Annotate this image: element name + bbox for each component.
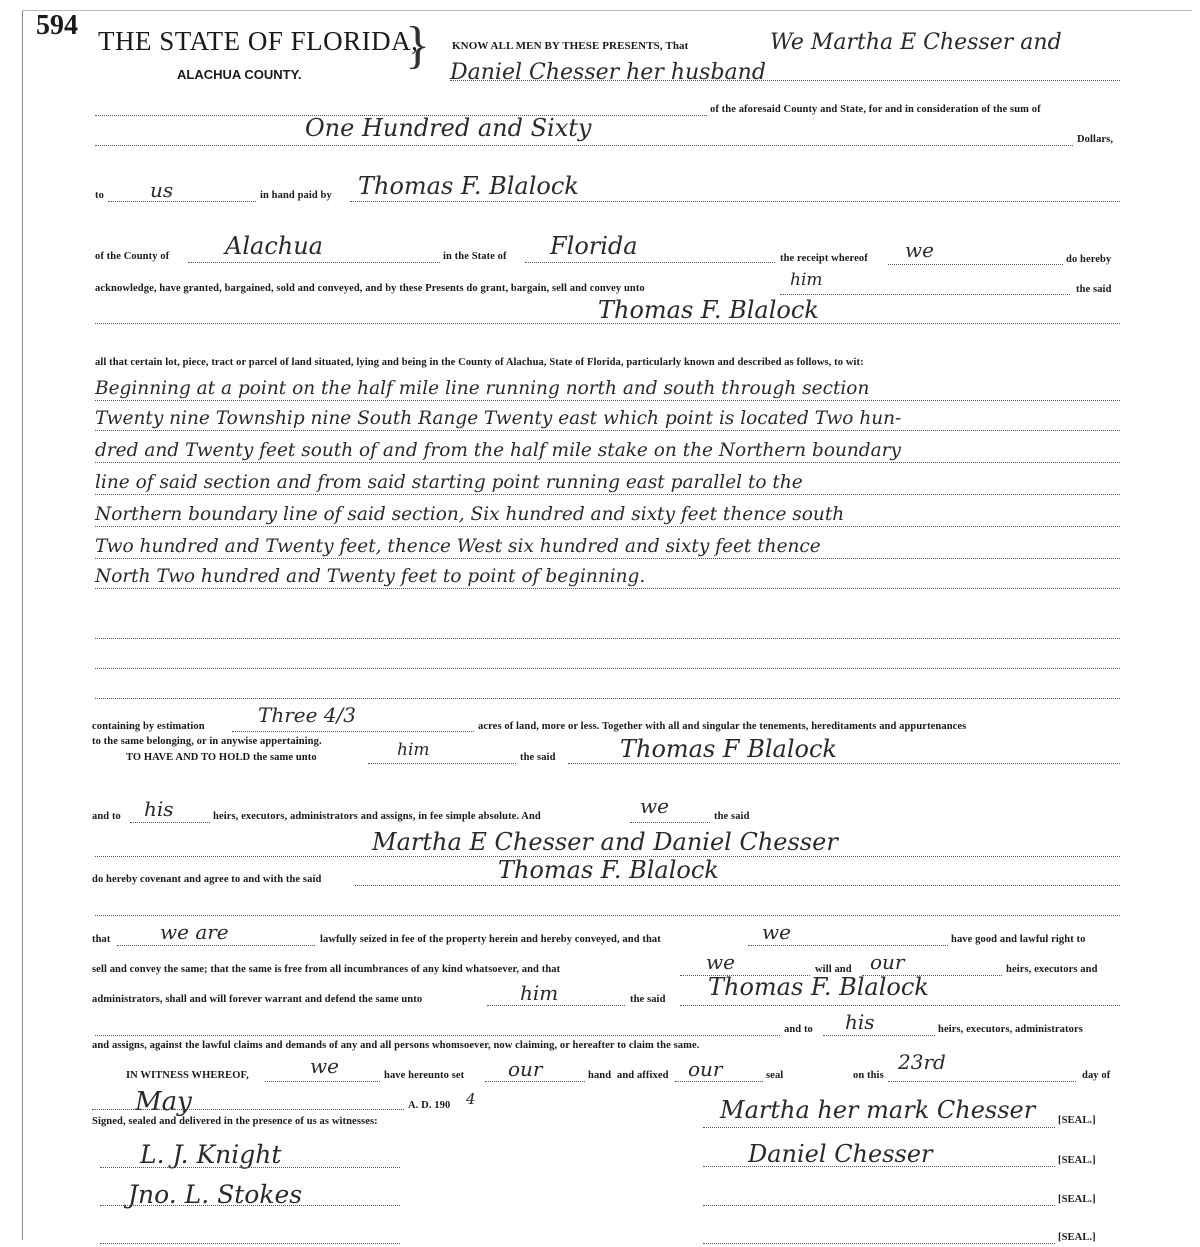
- in-state-text: in the State of: [443, 251, 507, 262]
- rule: [130, 822, 210, 823]
- page-border-top: [22, 10, 1192, 11]
- county-title: ALACHUA COUNTY.: [177, 67, 302, 82]
- and-to-text: and to: [92, 811, 121, 822]
- lawfully-seized-text: lawfully seized in fee of the property herein and hereby conveyed, and that: [320, 934, 661, 945]
- know-all-men: KNOW ALL MEN BY THESE PRESENTS, That: [452, 40, 689, 52]
- heirs-exec-admin-text: heirs, executors, administrators: [938, 1024, 1083, 1035]
- affixed-handwritten: our: [688, 1057, 723, 1081]
- description-line-5: Northern boundary line of said section, Six hundred and sixty feet thence south: [95, 504, 845, 525]
- seal-text: seal: [766, 1070, 784, 1081]
- seal-label-3: [SEAL.]: [1058, 1194, 1096, 1205]
- grantee-handwritten: Thomas F. Blalock: [598, 296, 819, 324]
- rule: [95, 494, 1120, 495]
- description-line-1: Beginning at a point on the half mile line running north and south through section: [95, 378, 870, 399]
- unto-handwritten: him: [790, 270, 823, 290]
- description-line-7: North Two hundred and Twenty feet to point of beginning.: [95, 566, 646, 587]
- signer-1-handwritten: Martha her mark Chesser: [720, 1096, 1036, 1124]
- acres-text: acres of land, more or less. Together with all and singular the tenements, hereditaments and appurtenances: [478, 721, 967, 732]
- will-and-text: will and: [815, 964, 852, 975]
- rule: [92, 1109, 404, 1110]
- rule: [95, 145, 1073, 146]
- rule: [100, 1243, 400, 1244]
- signed-sealed-text: Signed, sealed and delivered in the presence of us as witnesses:: [92, 1116, 378, 1127]
- and-affixed-text: and affixed: [617, 1070, 669, 1081]
- grantors-full-handwritten: Martha E Chesser and Daniel Chesser: [372, 828, 838, 856]
- state-handwritten: Florida: [550, 232, 638, 260]
- rule: [525, 262, 775, 263]
- page-border-left: [22, 10, 23, 1240]
- to-have-text: TO HAVE AND TO HOLD the same unto: [126, 752, 317, 763]
- rule: [568, 763, 1120, 764]
- rule: [95, 430, 1120, 431]
- rule: [703, 1127, 1055, 1128]
- rule: [95, 668, 1120, 669]
- rule: [703, 1243, 1055, 1244]
- rule: [95, 558, 1120, 559]
- covenant-text: do hereby covenant and agree to and with the said: [92, 874, 322, 885]
- rule: [100, 1167, 400, 1168]
- rule: [703, 1205, 1055, 1206]
- the-said-text-4: the said: [630, 994, 666, 1005]
- in-witness-text: IN WITNESS WHEREOF,: [126, 1070, 249, 1081]
- rule: [95, 588, 1120, 589]
- rule: [100, 1205, 400, 1206]
- of-county-text: of the County of: [95, 251, 170, 262]
- witness-1-handwritten: L. J. Knight: [140, 1140, 282, 1169]
- rule: [675, 1081, 763, 1082]
- receipt-handwritten: we: [905, 238, 934, 262]
- administrators-text: administrators, shall and will forever warrant and defend the same unto: [92, 994, 423, 1005]
- rule: [630, 822, 710, 823]
- sell-convey-text: sell and convey the same; that the same is free from all incumbrances of any kind whatsoever, and that: [92, 964, 561, 975]
- and-that2-handwritten: we: [706, 950, 735, 974]
- that-we-are-handwritten: we are: [160, 920, 229, 944]
- to-party: us: [150, 178, 174, 202]
- rule: [350, 201, 1120, 202]
- rule: [188, 262, 440, 263]
- rule: [95, 638, 1120, 639]
- defend-said-handwritten: Thomas F. Blalock: [708, 973, 929, 1001]
- rule: [680, 1005, 1120, 1006]
- to-text: to: [95, 190, 104, 201]
- defend-unto-handwritten: him: [520, 981, 559, 1005]
- brace-glyph: }: [405, 17, 430, 74]
- county-handwritten: Alachua: [225, 232, 323, 260]
- rule: [355, 885, 1120, 886]
- rule: [95, 400, 1120, 401]
- and-to-handwritten: his: [144, 797, 174, 821]
- and-that-handwritten: we: [762, 920, 791, 944]
- seal-label-2: [SEAL.]: [1058, 1155, 1096, 1166]
- the-said-text-3: the said: [714, 811, 750, 822]
- rule: [95, 915, 1120, 916]
- description-line-4: line of said section and from said starting point running east parallel to the: [95, 472, 803, 493]
- description-line-2: Twenty nine Township nine South Range Twenty east which point is located Two hun-: [95, 408, 902, 429]
- rule: [95, 1035, 780, 1036]
- the-said-text-2: the said: [520, 752, 556, 763]
- dollars-text: Dollars,: [1077, 134, 1114, 145]
- in-hand-paid-by: in hand paid by: [260, 190, 332, 201]
- witness-whereof-handwritten: we: [310, 1054, 339, 1078]
- have-said-handwritten: Thomas F Blalock: [620, 735, 837, 763]
- rule: [108, 201, 256, 202]
- rule: [888, 1081, 1076, 1082]
- rule: [95, 698, 1120, 699]
- rule: [95, 462, 1120, 463]
- signer-2-handwritten: Daniel Chesser: [748, 1140, 933, 1168]
- rule: [748, 945, 948, 946]
- description-line-6: Two hundred and Twenty feet, thence West six hundred and sixty feet thence: [95, 536, 821, 557]
- grantors-line1: We Martha E Chesser and: [770, 30, 1062, 55]
- all-that-certain-text: all that certain lot, piece, tract or parcel of land situated, lying and being in the County of Alachua, State of Florida, particularly known and described as follows, to wit:: [95, 357, 864, 368]
- have-unto-handwritten: him: [397, 740, 430, 760]
- page-number: 594: [36, 10, 78, 41]
- rule: [780, 294, 1070, 295]
- witness-2-handwritten: Jno. L. Stokes: [128, 1180, 303, 1209]
- description-line-3: dred and Twenty feet south of and from the half mile stake on the Northern boundary: [95, 440, 901, 461]
- heirs-fee-text: heirs, executors, administrators and assigns, in fee simple absolute. And: [213, 811, 541, 822]
- rule: [265, 1081, 380, 1082]
- rule: [95, 323, 1120, 324]
- have-hereunto-text: have hereunto set: [384, 1070, 465, 1081]
- aforesaid-text: of the aforesaid County and State, for and in consideration of the sum of: [710, 104, 1041, 115]
- covenant-with-handwritten: Thomas F. Blalock: [498, 856, 719, 884]
- and-to-text-2: and to: [784, 1024, 813, 1035]
- rule: [117, 945, 315, 946]
- hand-text: hand: [588, 1070, 612, 1081]
- rule: [450, 80, 1120, 81]
- containing-text: containing by estimation: [92, 721, 205, 732]
- paid-by-name: Thomas F. Blalock: [358, 172, 579, 200]
- rule: [487, 1005, 625, 1006]
- will-and-handwritten: our: [870, 950, 905, 974]
- amount-handwritten: One Hundred and Sixty: [305, 114, 592, 142]
- seal-label-4: [SEAL.]: [1058, 1232, 1096, 1243]
- rule: [823, 1035, 935, 1036]
- acknowledge-text: acknowledge, have granted, bargained, sold and conveyed, and by these Presents do grant, bargain, sell and convey unto: [95, 283, 645, 294]
- day-handwritten: 23rd: [898, 1050, 946, 1074]
- and-who-handwritten: we: [640, 794, 669, 818]
- receipt-text: the receipt whereof: [780, 253, 868, 264]
- rule: [888, 264, 1063, 265]
- seal-label-1: [SEAL.]: [1058, 1115, 1096, 1126]
- rule: [485, 1081, 585, 1082]
- rule: [368, 763, 516, 764]
- day-of-text: day of: [1082, 1070, 1111, 1081]
- acres-handwritten: Three 4/3: [258, 703, 356, 727]
- and-to2-handwritten: his: [845, 1010, 875, 1034]
- state-title: THE STATE OF FLORIDA,: [98, 26, 419, 56]
- month-handwritten: May: [135, 1087, 192, 1117]
- rule: [95, 526, 1120, 527]
- do-hereby-text: do hereby: [1066, 254, 1112, 265]
- that-text: that: [92, 934, 111, 945]
- grantors-line2: Daniel Chesser her husband: [450, 60, 766, 85]
- rule: [703, 1166, 1055, 1167]
- the-said-text: the said: [1076, 284, 1112, 295]
- on-this-text: on this: [853, 1070, 884, 1081]
- to-the-same-text: to the same belonging, or in anywise appertaining.: [92, 736, 322, 747]
- set-handwritten: our: [508, 1057, 543, 1081]
- good-lawful-text: have good and lawful right to: [951, 934, 1086, 945]
- ad-text: A. D. 190: [408, 1100, 451, 1111]
- year-digit-handwritten: 4: [466, 1090, 476, 1108]
- heirs-exec-text: heirs, executors and: [1006, 964, 1098, 975]
- and-assigns-text: and assigns, against the lawful claims and demands of any and all persons whomsoever, now claiming, or hereafter to claim the same.: [92, 1040, 700, 1051]
- rule: [232, 731, 474, 732]
